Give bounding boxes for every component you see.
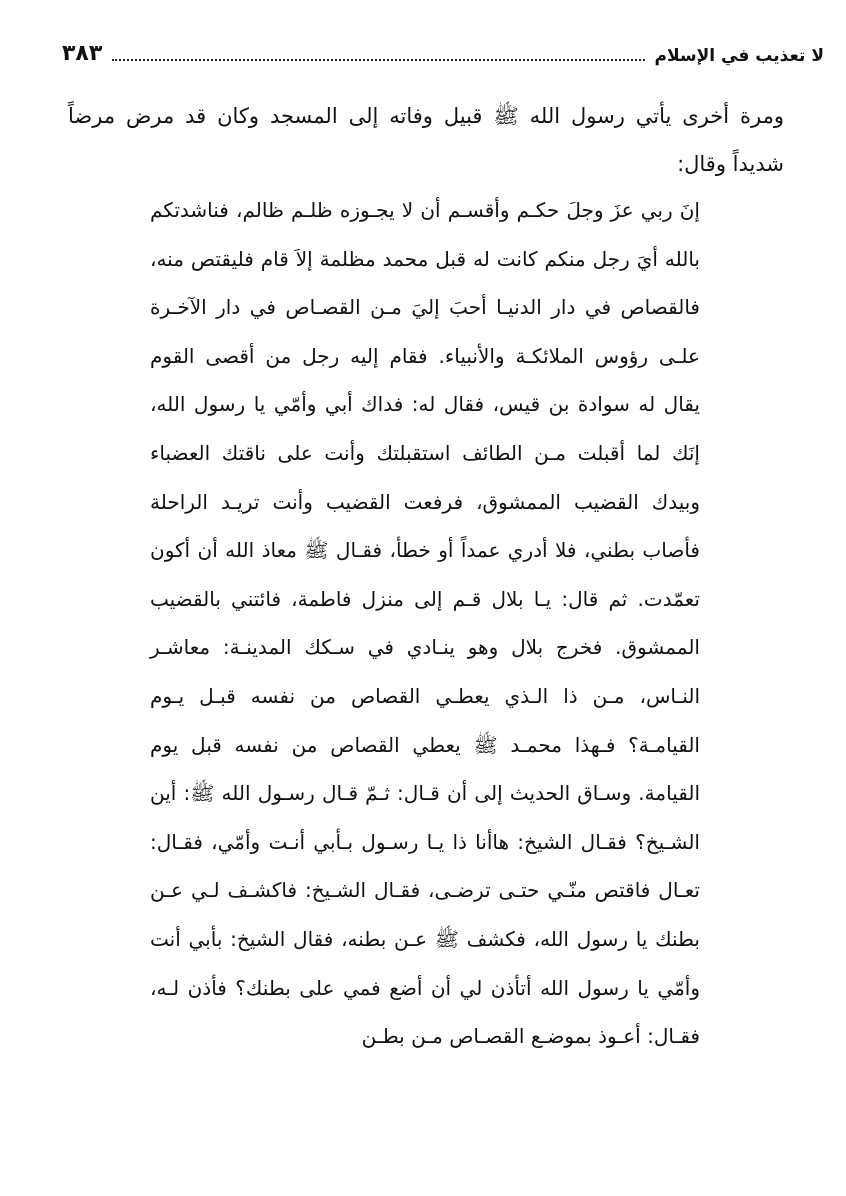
intro-paragraph: ومرة أخرى يأتي رسول الله ﷺ قبيل وفاته إلى المسجد وكان قد مرض مرضاً شديداً وقال: (68, 104, 784, 176)
page-number: ٣٨٣ (62, 41, 103, 66)
running-title: لا تعذيب في الإسلام (654, 46, 824, 66)
page-header (62, 30, 824, 66)
header-dot-leader (112, 58, 644, 61)
quoted-speech-paragraph: إنَ ربي عزَ وجلَ حكـم وأقسـم أن لا يجـوزه ظلـم ظالم، فناشدتكم بالله أيَ رجل منكم كانت له قبل محمد مظلمة إلاَ قام فليقتص منه، فالقصاص في دار الدنيـا أحبَ إليَ مـن القصـاص في دار الآخـرة علـى رؤوس الملائكـة والأنبياء. فقام إليه رجل من أقصى القوم يقال له سوادة بن قيس، فقال له: فداك أبي وأمّي يا رسول الله، إنَك لما أقبلت مـن الطائف استقبلتك وأنت على ناقتك العضباء وبيدك القضيب الممشوق، فرفعت القضيب وأنت تريـد الراحلة فأصاب بطني، فلا أدري عمداً أو خطأ، فقـال ﷺ معاذ الله أن أكون تعمّدت. ثم قال: يـا بلال قـم إلى منزل فاطمة، فائتني بالقضيب الممشوق. فخرج بلال وهو ينـادي في سـكك المدينـة: معاشـر النـاس، مـن ذا الـذي يعطـي القصاص من نفسه قبـل يـوم القيامـة؟ فـهذا محمـد ﷺ يعطي القصاص من نفسه قبل يوم القيامة. وسـاق الحديث إلى أن قـال: ثـمّ قـال رسـول الله ﷺ: أين الشـيخ؟ فقـال الشيخ: هاأنا ذا يـا رسـول بـأبي أنـت وأمّي، فقـال: تعـال فاقتص منّـي حتـى ترضـى، فقـال الشـيخ: فاكشـف لـي عـن بطنك يا رسول الله، فكشف ﷺ عـن بطنه، فقال الشيخ: بأبي أنت وأمّي يا رسول الله أتأذن لي أن أضع فمي على بطنك؟ فأذن لـه، فقـال: أعـوذ بموضـع القصـاص مـن بطـن (150, 198, 700, 1049)
